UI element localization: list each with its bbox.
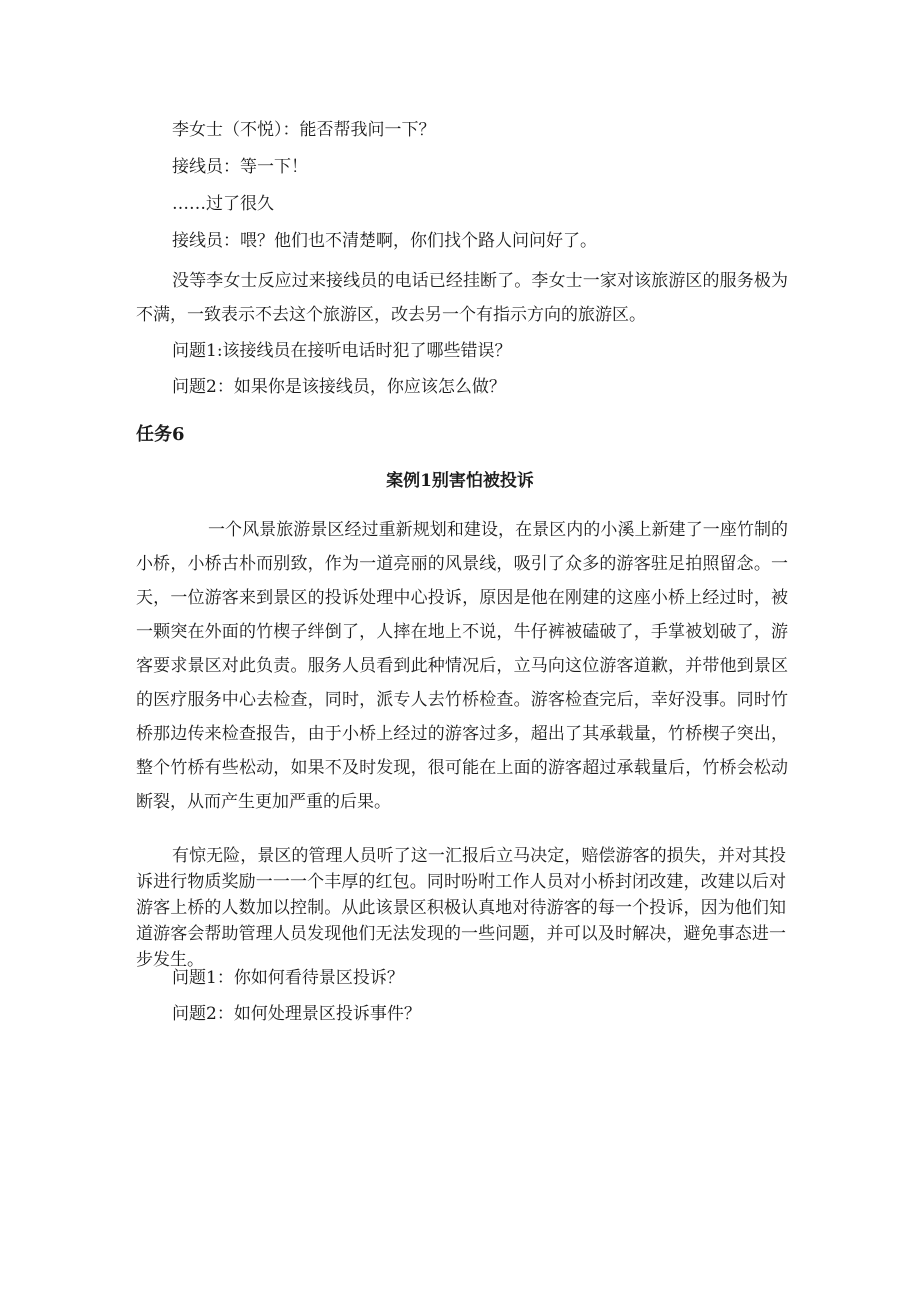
narrative-paragraph: 没等李女士反应过来接线员的电话已经挂断了。李女士一家对该旅游区的服务极为不满，一致表示不去这个旅游区，改去另一个有指示方向的旅游区。 — [136, 271, 788, 325]
dialogue-line-operator-reply: 接线员：喂？他们也不清楚啊，你们找个路人问问好了。 — [172, 231, 597, 251]
dialogue-line-operator-wait: 接线员：等一下！ — [172, 157, 308, 177]
case-paragraph-2: 有惊无险，景区的管理人员听了这一汇报后立马决定，赔偿游客的损失，并对其投诉进行物质奖励一一一个丰厚的红包。同时吩咐工作人员对小桥封闭改建，改建以后对游客上桥的人数加以控制。从此该景区积极认真地对待游客的每一个投诉，因为他们知道游客会帮助管理人员发现他们无法发现的一些问题，并可以及时解决，避免事态进一步发生。 — [136, 846, 786, 970]
case-paragraph-1: 一个风景旅游景区经过重新规划和建设，在景区内的小溪上新建了一座竹制的小桥，小桥古朴而别致，作为一道亮丽的风景线，吸引了众多的游客驻足拍照留念。一天，一位游客来到景区的投诉处理中心投诉，原因是他在刚建的这座小桥上经过时，被一颗突在外面的竹楔子绊倒了，人摔在地上不说，牛仔裤被磕破了，手掌被划破了，游客要求景区对此负责。服务人员看到此种情况后，立马向这位游客道歉，并带他到景区的医疗服务中心去检查，同时，派专人去竹桥检查。游客检查完后，幸好没事。同时竹桥那边传来检查报告，由于小桥上经过的游客过多，超出了其承载量，竹桥楔子突出，整个竹桥有些松动，如果不及时发现，很可能在上面的游客超过承载量后，竹桥会松动断裂，从而产生更加严重的后果。 — [136, 520, 788, 812]
task-heading: 任务6 — [136, 424, 185, 445]
question-1-part1: 问题1:该接线员在接听电话时犯了哪些错误？ — [172, 341, 512, 361]
question-2-part2: 问题2：如何处理景区投诉事件？ — [172, 1004, 421, 1024]
case-title: 案例1别害怕被投诉 — [386, 471, 534, 491]
dialogue-line-ms-li-request: 李女士（不悦）：能否帮我问一下？ — [172, 120, 436, 140]
question-1-part2: 问题1：你如何看待景区投诉？ — [172, 968, 404, 988]
question-2-part1: 问题2：如果你是该接线员，你应该怎么做？ — [172, 377, 506, 397]
dialogue-line-long-wait: ……过了很久 — [172, 194, 274, 214]
